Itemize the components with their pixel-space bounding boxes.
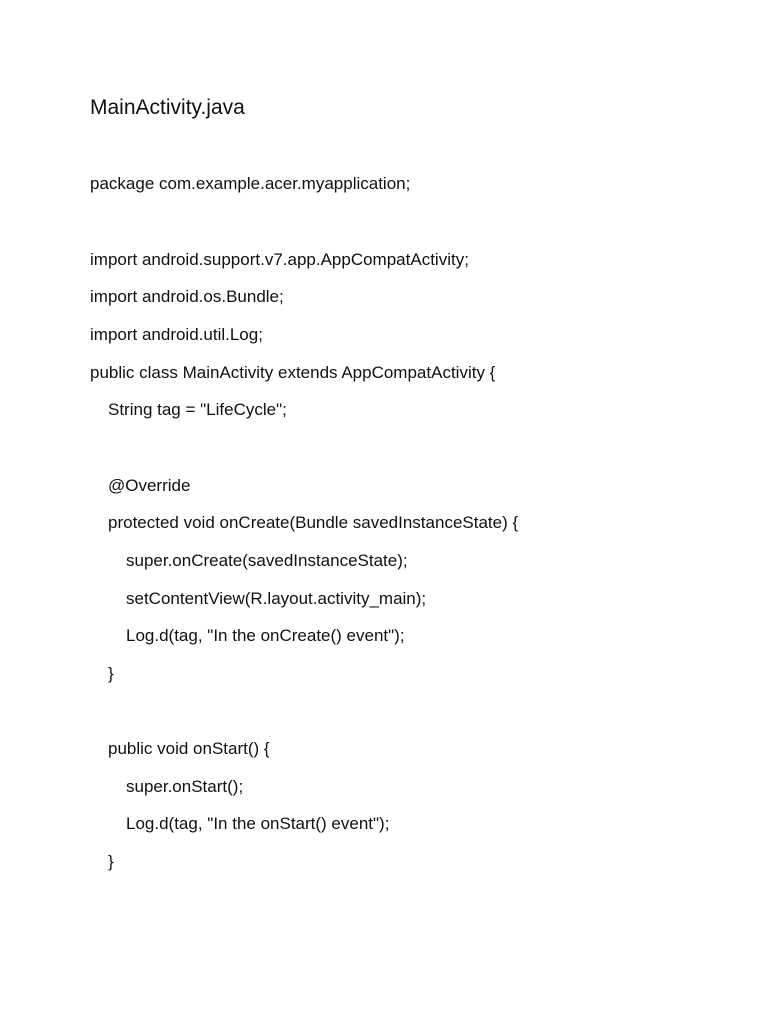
code-line-oncreate-signature: protected void onCreate(Bundle savedInstanceState) { <box>108 513 519 532</box>
code-line-onstart-signature: public void onStart() { <box>108 739 270 758</box>
code-line-onstart-close: } <box>108 852 114 871</box>
code-line-log-onstart: Log.d(tag, "In the onStart() event"); <box>126 814 390 833</box>
code-line-oncreate-close: } <box>108 664 114 683</box>
document-title: MainActivity.java <box>90 96 245 119</box>
code-line-tag-field: String tag = "LifeCycle"; <box>108 400 287 419</box>
code-line-set-content-view: setContentView(R.layout.activity_main); <box>126 589 427 608</box>
code-line-import-appcompat: import android.support.v7.app.AppCompatActivity; <box>90 250 469 269</box>
code-line-class-declaration: public class MainActivity extends AppCompatActivity { <box>90 363 496 382</box>
code-line-import-log: import android.util.Log; <box>90 325 263 344</box>
code-line-package: package com.example.acer.myapplication; <box>90 174 411 193</box>
code-line-override-annotation: @Override <box>108 476 191 495</box>
code-line-super-oncreate: super.onCreate(savedInstanceState); <box>126 551 408 570</box>
code-line-log-oncreate: Log.d(tag, "In the onCreate() event"); <box>126 626 405 645</box>
code-line-super-onstart: super.onStart(); <box>126 777 244 796</box>
code-line-import-bundle: import android.os.Bundle; <box>90 287 284 306</box>
